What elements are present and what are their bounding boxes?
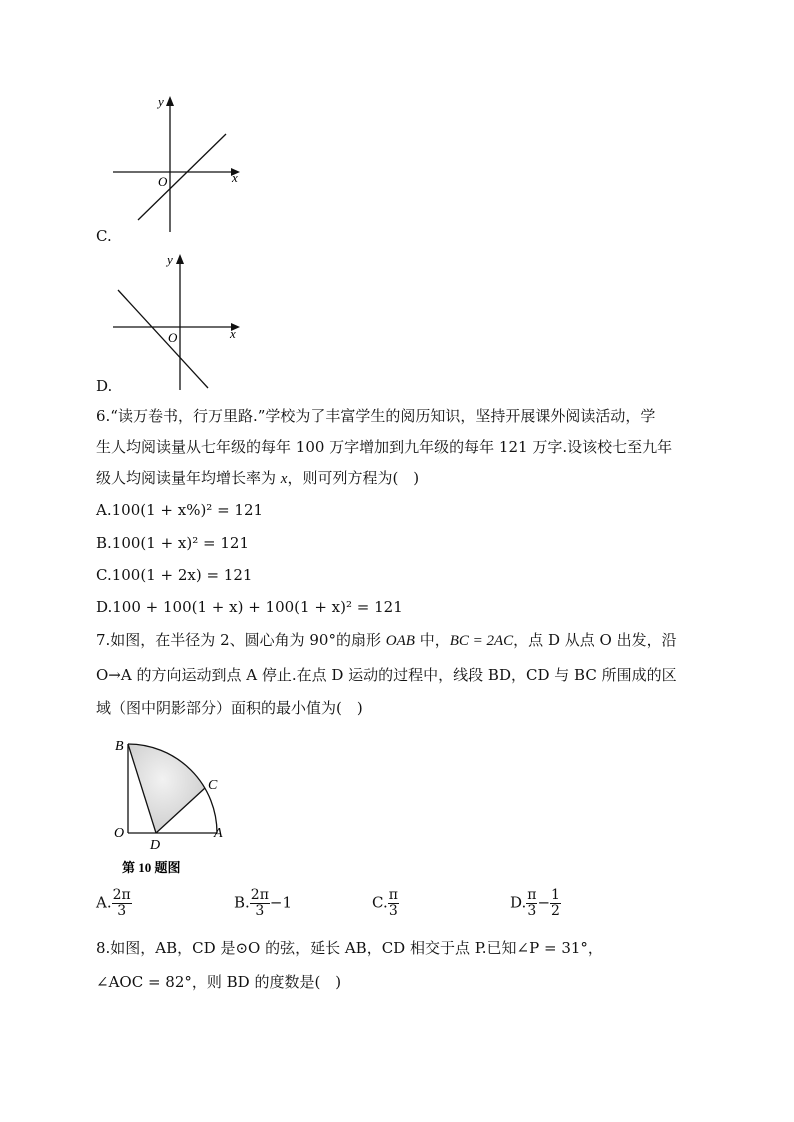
y-axis-label: y <box>158 94 164 109</box>
q6-option-c: C.100(1 + 2x) = 121 <box>96 566 253 584</box>
q7-line-3: 域（图中阴影部分）面积的最小值为( ) <box>96 699 363 717</box>
q7-option-d-minus: − <box>537 893 551 912</box>
graph-option-c <box>108 90 248 240</box>
q7-option-a <box>96 888 132 919</box>
q6-var-x: x <box>280 471 288 487</box>
y-axis-label: y <box>167 252 173 267</box>
q7-option-a-fraction: $\frac{2\pi}{3}$ <box>112 887 131 919</box>
q7-option-c-label: C. <box>372 893 388 912</box>
q7-option-d <box>510 888 561 919</box>
q7-option-b-tail: −1 <box>269 893 293 912</box>
q7-option-d-fraction-2: $\frac{1}{2}$ <box>551 887 560 919</box>
point-o-label: O <box>114 826 125 841</box>
q7-option-b-label: B. <box>234 893 250 912</box>
option-d-label: D. <box>96 377 113 395</box>
q6-line-2: 生人均阅读量从七年级的每年 100 万字增加到九年级的每年 121 万字.设该校七至九年 <box>96 438 673 456</box>
q7-option-a-label: A. <box>96 893 112 912</box>
q6-option-b: B.100(1 + x)² = 121 <box>96 534 249 552</box>
q6-line-3-post: ，则可列方程为( ) <box>287 469 420 487</box>
q7-option-c-fraction: $\frac{\pi}{3}$ <box>388 887 398 919</box>
q7-line-2: O→A 的方向运动到点 A 停止.在点 D 运动的过程中，线段 BD，CD 与 BC 所围成的区 <box>96 666 677 684</box>
point-d-label: D <box>150 838 161 853</box>
figure-caption: 第 10 题图 <box>122 860 181 875</box>
q7-option-b-fraction: $\frac{2\pi}{3}$ <box>250 887 269 919</box>
q7-sector-name: OAB <box>385 633 415 649</box>
point-a-label: A <box>214 826 223 841</box>
q6-option-d: D.100 + 100(1 + x) + 100(1 + x)² = 121 <box>96 598 403 616</box>
q7-option-c <box>372 888 399 919</box>
point-b-label: B <box>115 739 124 754</box>
q6-line-1: 6.“读万卷书，行万里路.”学校为了丰富学生的阅历知识，坚持开展课外阅读活动，学 <box>96 407 656 425</box>
q7-line-1-mid: 中， <box>414 631 450 649</box>
q8-line-2: ∠AOC = 82°，则 BD 的度数是( ) <box>96 973 342 991</box>
x-axis-label: x <box>230 326 236 341</box>
q7-arc-relation: BC = 2AC <box>449 633 514 649</box>
q8-line-1: 8.如图，AB，CD 是⊙O 的弦，延长 AB，CD 相交于点 P.已知∠P = 31°， <box>96 939 603 957</box>
origin-label: O <box>168 330 178 345</box>
q6-line-3 <box>96 468 419 489</box>
q6-line-3-pre: 级人均阅读量年均增长率为 <box>96 469 281 487</box>
sector-figure <box>110 734 235 879</box>
q7-option-d-label: D. <box>510 893 527 912</box>
q7-option-b <box>234 888 292 919</box>
origin-label: O <box>158 174 168 189</box>
q7-line-1-post: ，点 D 从点 O 出发，沿 <box>513 631 677 649</box>
q6-option-a: A.100(1 + x%)² = 121 <box>96 501 264 519</box>
q7-line-1 <box>96 630 677 651</box>
option-c-label: C. <box>96 227 112 245</box>
graph-option-d <box>108 248 248 393</box>
point-c-label: C <box>208 778 218 793</box>
q7-option-d-fraction-1: $\frac{\pi}{3}$ <box>527 887 537 919</box>
q7-line-1-pre: 7.如图，在半径为 2、圆心角为 90°的扇形 <box>96 631 386 649</box>
x-axis-label: x <box>232 170 238 185</box>
